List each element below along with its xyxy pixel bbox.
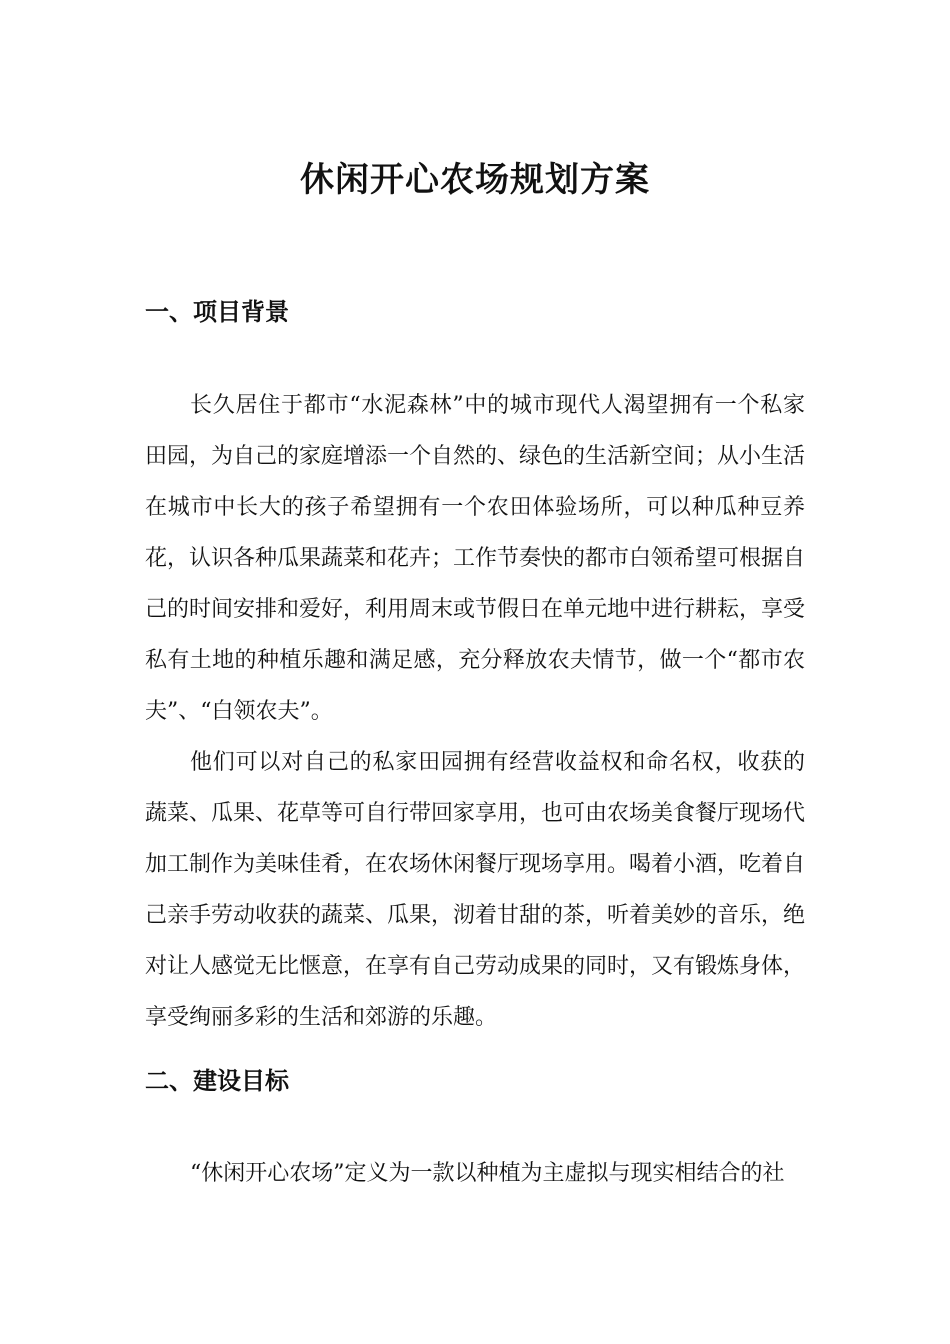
section-heading-goals: 二、建设目标 [145,1066,289,1095]
paragraph-background-2: 他们可以对自己的私家田园拥有经营收益权和命名权，收获的蔬菜、瓜果、花草等可自行带回家享用，也可由农场美食餐厅现场代加工制作为美味佳肴，在农场休闲餐厅现场享用。喝着小酒，吃着自己亲手劳动收获的蔬菜、瓜果，沏着甘甜的茶，听着美妙的音乐，绝对让人感觉无比惬意，在享有自己劳动成果的同时，又有锻炼身体，享受绚丽多彩的生活和郊游的乐趣。 [145,750,806,1030]
paragraph-goals-1: “休闲开心农场”定义为一款以种植为主虚拟与现实相结合的社 [190,1161,785,1186]
section-heading-background: 一、项目背景 [145,297,289,326]
paragraph-background-1: 长久居住于都市“水泥森林”中的城市现代人渴望拥有一个私家田园，为自己的家庭增添一个自然的、绿色的生活新空间；从小生活在城市中长大的孩子希望拥有一个农田体验场所，可以种瓜种豆养花，认识各种瓜果蔬菜和花卉；工作节奏快的都市白领希望可根据自己的时间安排和爱好，利用周末或节假日在单元地中进行耕耘，享受私有土地的种植乐趣和满足感，充分释放农夫情节，做一个“都市农夫”、“白领农夫”。 [145,393,806,724]
document-title: 休闲开心农场规划方案 [300,160,650,200]
